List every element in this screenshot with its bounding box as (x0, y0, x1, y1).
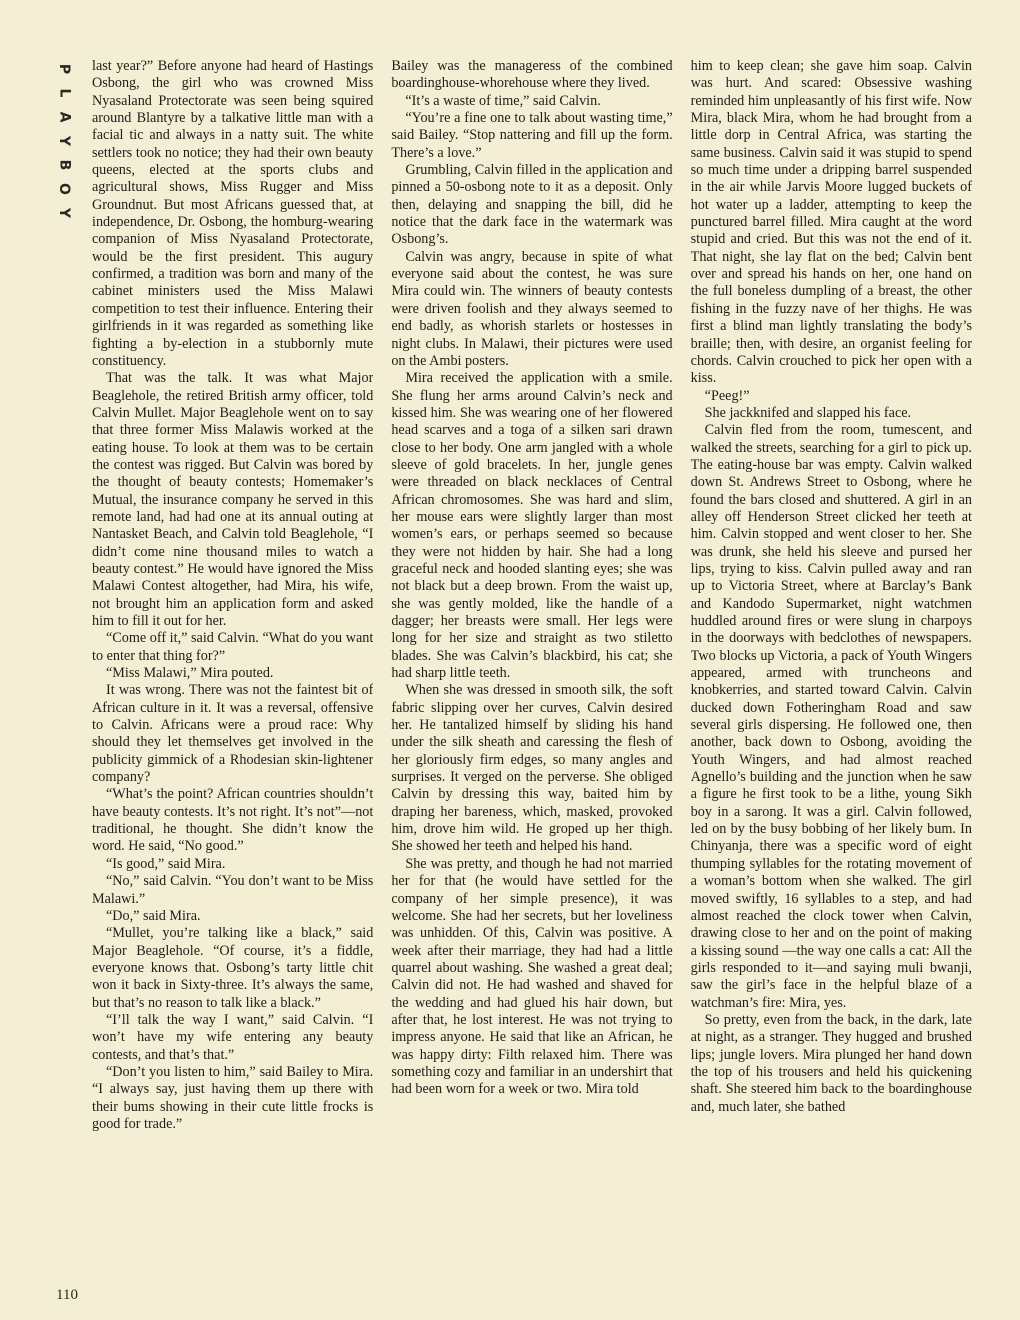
magazine-masthead (52, 60, 76, 222)
paragraph: Calvin was angry, because in spite of what everyone said about the contest, he was sure Mira could win. The winners of beauty contests were driven foolish and they always seemed to end badly, as whorish starlets or hostesses in night clubs. In Malawi, their pictures were used on the Ambi posters. (391, 248, 673, 369)
masthead-letter: B (55, 159, 72, 171)
masthead-letter: A (56, 111, 72, 123)
paragraph: When she was dressed in smooth silk, the soft fabric slipping over her curves, Calvin desired her. He tantalized himself by sliding his hand under the silk sheath and caressing the flesh of her gloriously firm edges, so many angles and surprises. It verged on the perverse. She obliged Calvin by dressing this way, baited him by draping her bareness, which, masked, provoked him, drove him wild. He groped up her thigh. She showed her teeth and helped his hand. (391, 682, 673, 855)
masthead-letter: Y (55, 135, 72, 147)
text-column-2 (391, 58, 672, 1308)
masthead-letter: L (55, 88, 72, 98)
paragraph: “I’ll talk the way I want,” said Calvin. “I won’t have my wife entering any beauty contests, and that’s that.” (92, 1011, 374, 1063)
paragraph: Calvin fled from the room, tumescent, and walked the streets, searching for a girl to pick up. The eating-house bar was empty. Calvin walked down St. Andrews Street to Osbong, where he found the bars closed and shuttered. A girl in an alley off Henderson Street clicked her teeth at him. Calvin stopped and went closer to her. She was drunk, she held his sleeve and pursed her lips, trying to kiss. Calvin pulled away and ran up to Victoria Street, where at Barclay’s Bank and Kandodo Supermarket, night watchmen huddled around fires or were slung in charpoys in the doorways with bedclothes of newspapers. Two blocks up Victoria, a pack of Youth Wingers appeared, armed with truncheons and knobkerries, and started toward Calvin. Calvin ducked down Fotheringham Road and saw several girls dispersing. He followed one, then another, back down to Osbong, avoiding the Youth Wingers, and had almost reached Agnello’s building and the junction when he saw a figure he first took to be a lithe, young Sikh boy in a sarong. It was a girl. Calvin followed, led on by the busy bobbing of her likely bum. In Chinyanja, there was a specific word of eight thumping syllables for the rotating movement of a woman’s bottom when she walked. The girl moved swiftly, 16 syllables to a step, and had almost reached the clock tower when Calvin, drawing close to her and on the point of making a kissing sound —the way one calls a cat: All the girls responded to it—and saying muli bwanji, saw the girl’s face in the helpful blaze of a watchman’s fire: Mira, yes. (690, 422, 972, 1011)
article-body (92, 58, 972, 1308)
paragraph: “It’s a waste of time,” said Calvin. (405, 92, 601, 109)
masthead-letter: Y (55, 207, 72, 219)
paragraph: him to keep clean; she gave him soap. Calvin was hurt. And scared: Obsessive washing reminded him unpleasantly of his first wife. Now Mira, black Mira, whom he had brought from a little dorp in Central Africa, was starting the same business. Calvin said it was stupid to spend so much time under a dripping barrel suspended in the air while Jarvis Moore lugged buckets of hot water up a ladder, attempting to keep the punctured barrel filled. Mira caught at the word stupid and cried. But this was not the end of it. That night, she lay flat on the bed; Calvin bent over and spread his hands on her, one hand on the full boneless dumpling of a breast, the other fishing in the fuzzy nave of her thighs. He was first a blind man lightly translating the body’s braille; then, with desire, an organist feeling for chords. Calvin crouched to pick her open with a kiss. (690, 58, 972, 387)
paragraph: “Come off it,” said Calvin. “What do you want to enter that thing for?” (92, 630, 374, 664)
page-number: 110 (56, 1287, 78, 1303)
masthead-letter: P (55, 63, 72, 75)
paragraph: “Don’t you listen to him,” said Bailey to Mira. “I always say, just having them up there with their bums showing in their cute little frocks is good for trade.” (92, 1063, 374, 1132)
paragraph: It was wrong. There was not the faintest bit of African culture in it. It was a reversal, offensive to Calvin. Africans were a proud race: Why should they let themselves get involved in the publicity gimmick of a Rhodesian skin-lightener company? (92, 682, 374, 786)
paragraph: Mira received the application with a smile. She flung her arms around Calvin’s neck and kissed him. She was wearing one of her flowered head scarves and a toga of a silken sari drawn close to her body. One arm jangled with a whole sleeve of gold bracelets. In her, jungle genes were threaded on black necklaces of Central African chromosomes. She was hard and slim, her mouse ears were slightly larger than most women’s ears, or perhaps seemed so because they were not hidden by hair. She had a long graceful neck and hooded slanting eyes; she was not black but a deep brown. From the waist up, she was gently molded, like the handle of a dagger; her breasts were small. Her legs were long for her size and straight as two stiletto blades. She was Calvin’s blackbird, his cat; she had sharp little teeth. (391, 370, 673, 682)
paragraph: “Mullet, you’re talking like a black,” said Major Beaglehole. “Of course, it’s a fiddle, everyone knows that. Osbong’s tarty little chit won it back in Sixty-three. It’s always the same, but that’s no reason to talk like a black.” (92, 925, 374, 1011)
paragraph: “Peeg!” (704, 387, 750, 404)
paragraph: “You’re a fine one to talk about wasting time,” said Bailey. “Stop nattering and fill up the form. There’s a love.” (391, 110, 673, 161)
paragraph: “No,” said Calvin. “You don’t want to be Miss Malawi.” (92, 873, 374, 907)
masthead-letter: O (56, 183, 72, 195)
paragraph: So pretty, even from the back, in the dark, late at night, as a stranger. They hugged and brushed lips; jungle lovers. Mira plunged her hand down the top of his trousers and held his quickening shaft. She steered him back to the boardinghouse and, much later, she bathed (690, 1011, 972, 1115)
paragraph: That was the talk. It was what Major Beaglehole, the retired British army officer, told Calvin Mullet. Major Beaglehole went on to say that three former Miss Malawis worked at the eating house. To look at them was to be certain the contest was rigged. But Calvin was bored by the thought of beauty contests; Homemaker’s Mutual, the insurance company he served in this remote land, had had one at its annual outing at Nantasket Beach, and Calvin told Beaglehole, “I didn’t come nine thousand miles to watch a beauty contest.” He would have ignored the Miss Malawi Contest altogether, had Mira, his wife, not brought him an application form and asked him to fill it out for her. (92, 370, 374, 629)
paragraph: Bailey was the manageress of the combined boardinghouse-whorehouse where they lived. (391, 58, 673, 92)
paragraph: Grumbling, Calvin filled in the application and pinned a 50-osbong note to it as a deposit. Only then, delaying and snapping the bill, did he notice that the dark face in the watermark was Osbong’s. (391, 162, 673, 248)
paragraph: “Do,” said Mira. (106, 907, 201, 924)
paragraph: “What’s the point? African countries shouldn’t have beauty contests. It’s not right. It’s not”—not traditional, he thought. She didn’t know the word. He said, “No good.” (92, 786, 374, 855)
paragraph: “Is good,” said Mira. (106, 855, 226, 872)
paragraph: last year?” Before anyone had heard of Hastings Osbong, the girl who was crowned Miss Nyasaland Protectorate was seen being squired around Blantyre by a talkative little man with a facial tic and always in a natty suit. The white settlers took no notice; they had their own beauty queens, elected at the sports clubs and agricultural shows, Miss Rugger and Miss Groundnut. But most Africans guessed that, at independence, Dr. Osbong, the homburg-wearing companion of Miss Nyasaland Protectorate, would be the first president. This augury confirmed, a tradition was born and many of the cabinet ministers used the Miss Malawi competition to test their influence. Entering their girlfriends in it was regarded as something like fighting a by-election in a stubbornly mute constituency. (92, 58, 374, 369)
paragraph: “Miss Malawi,” Mira pouted. (106, 665, 274, 682)
paragraph: She was pretty, and though he had not married her for that (he would have settled for the company of her simple presence), it was welcome. She had her secrets, but her loveliness was unhidden. Of this, Calvin was positive. A week after their marriage, they had had a little quarrel about washing. She washed a great deal; Calvin did not. He had washed and shaved for the wedding and had glued his hair down, but after that, he lost interest. He was not trying to impress anyone. He said that like an African, he was happy dirty: Filth relaxed him. There was something cozy and familiar in an undershirt that had been worn for a week or two. Mira told (391, 855, 673, 1098)
text-column-1 (92, 58, 373, 1308)
text-column-3 (691, 58, 972, 1308)
paragraph: She jackknifed and slapped his face. (704, 404, 912, 421)
